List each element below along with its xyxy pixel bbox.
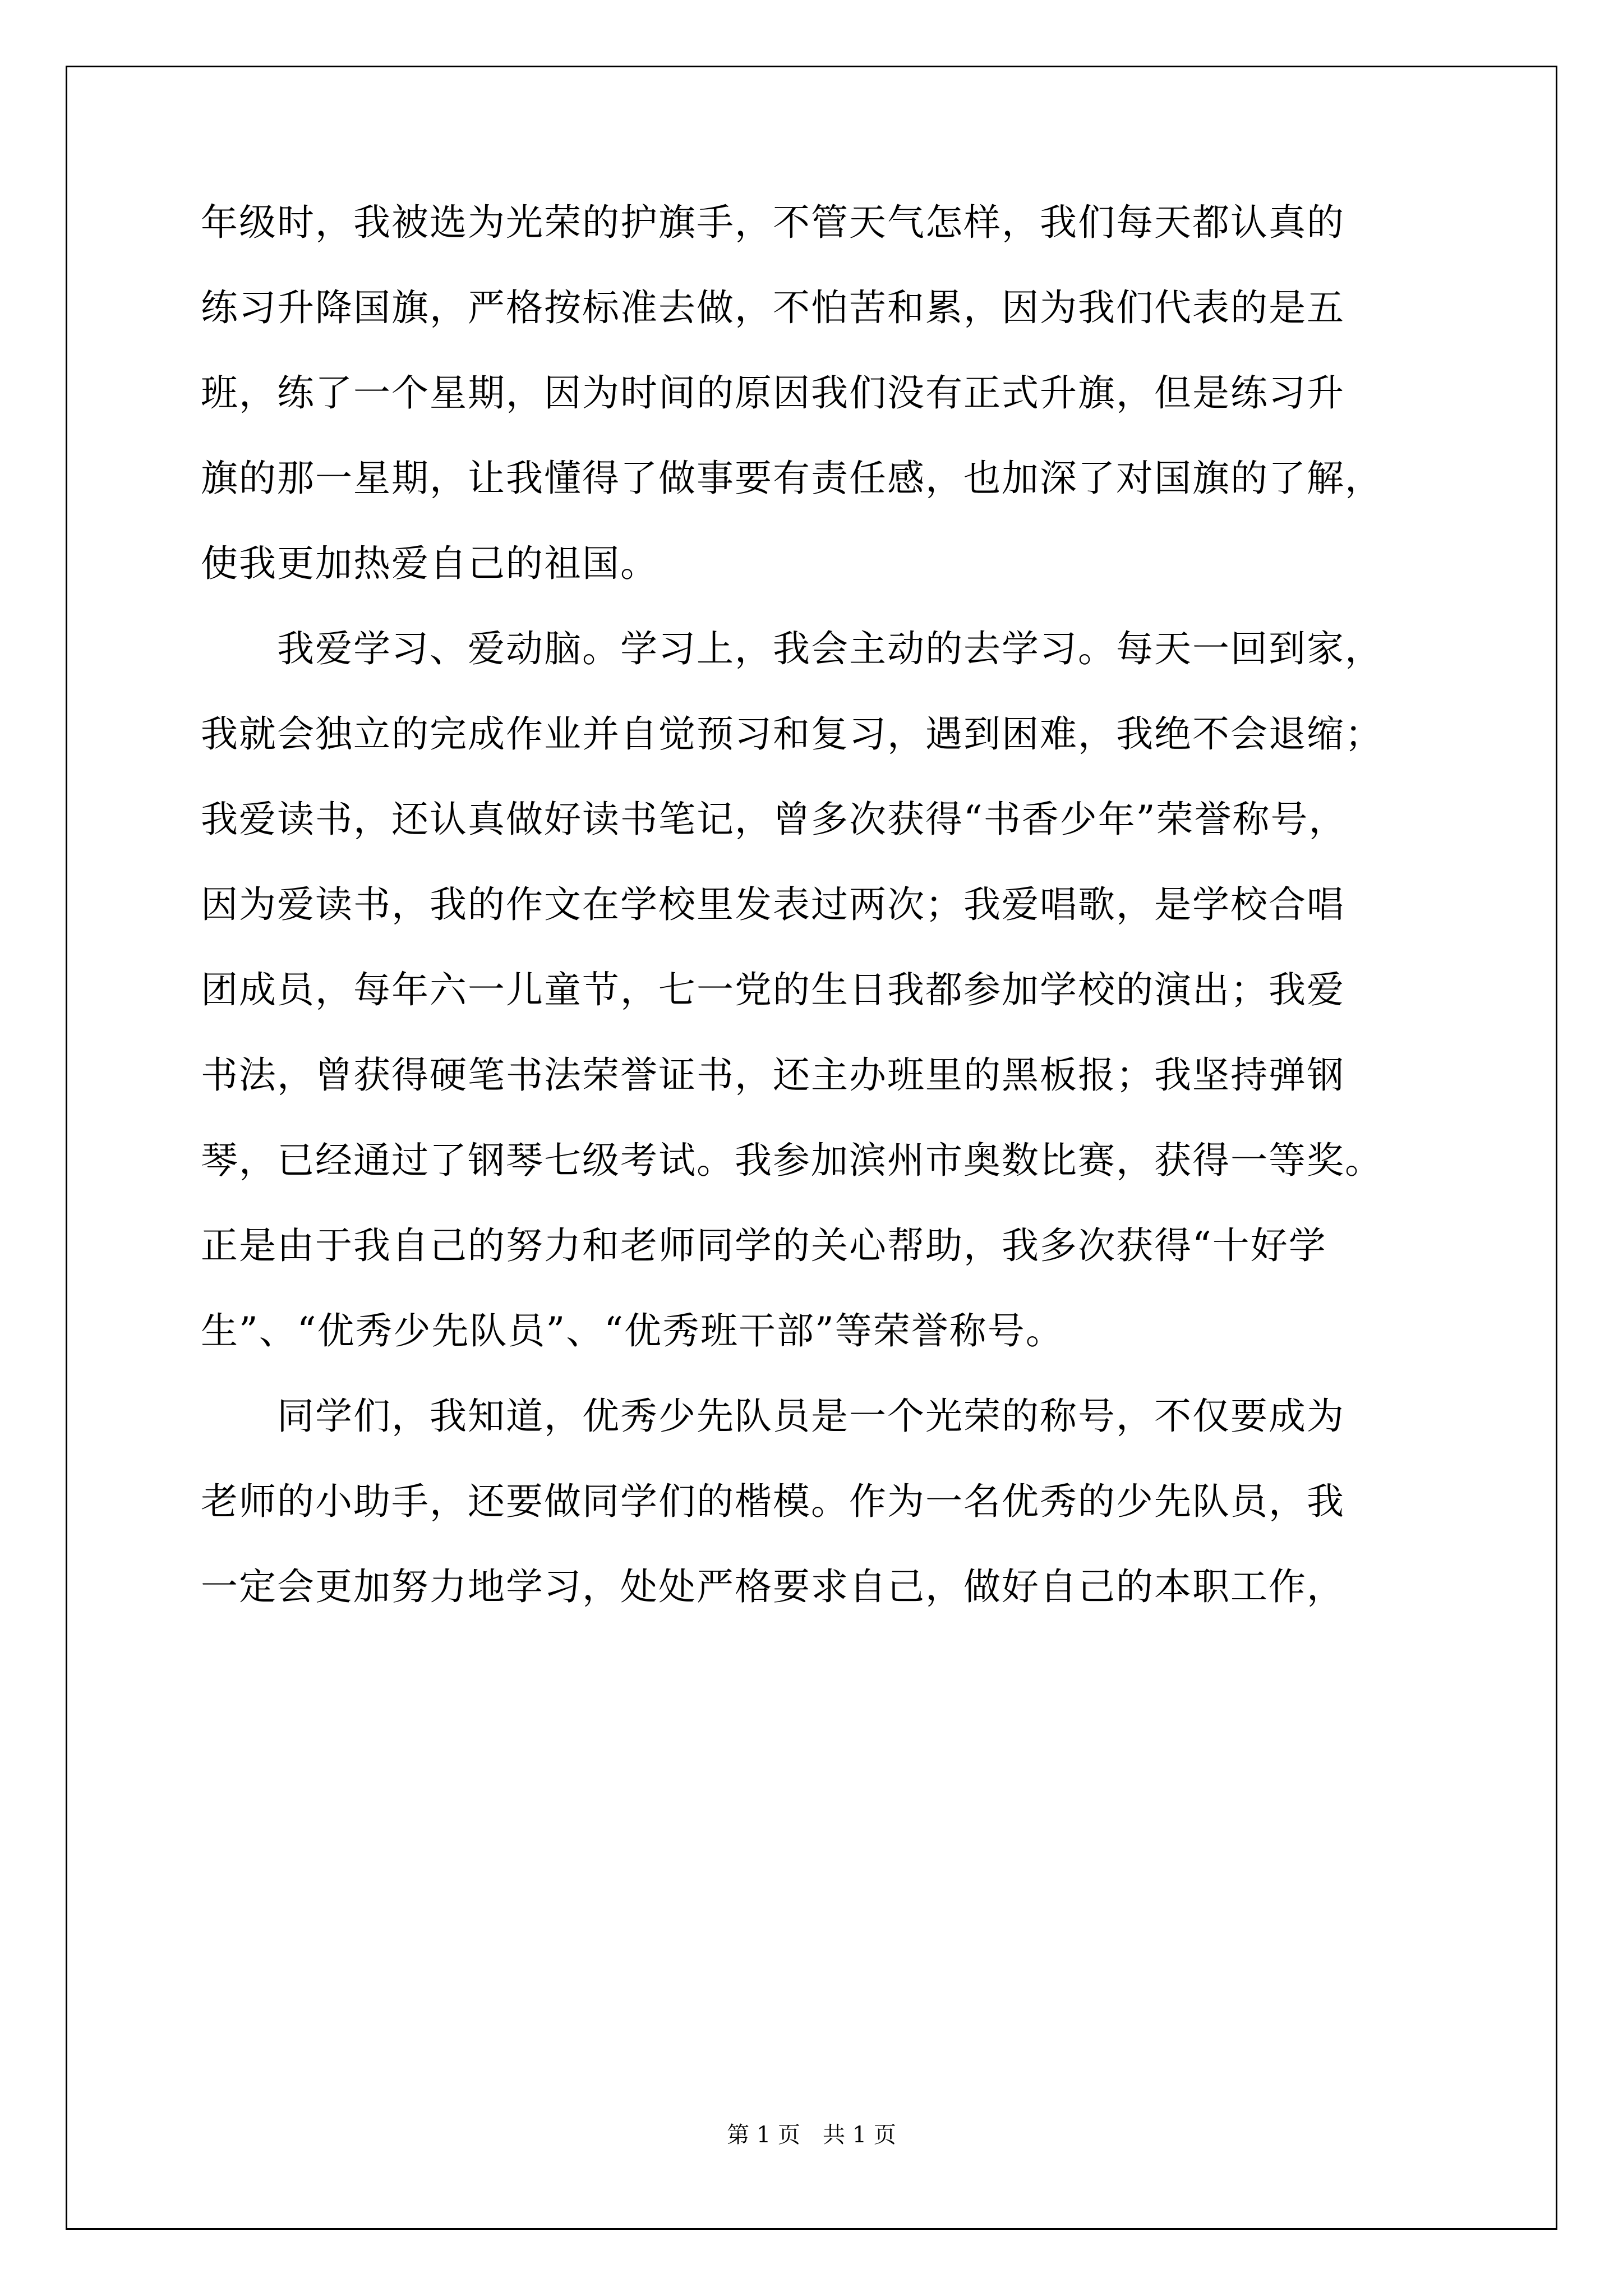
text-line: 生”、“优秀少先队员”、“优秀班干部”等荣誉称号。 [201, 1309, 1064, 1352]
text-line: 我爱学习、爱动脑。学习上，我会主动的去学习。每天一回到家， [201, 627, 1383, 670]
text-line: 我就会独立的完成作业并自觉预习和复习，遇到困难，我绝不会退缩； [201, 712, 1383, 756]
text-line: 同学们，我知道，优秀少先队员是一个光荣的称号，不仅要成为 [201, 1395, 1345, 1438]
text-line: 我爱读书，还认真做好读书笔记，曾多次获得“书香少年”荣誉称号， [201, 798, 1347, 841]
text-line: 旗的那一星期，让我懂得了做事要有责任感，也加深了对国旗的了解， [201, 457, 1383, 500]
page-footer: 第 1 页 共 1 页 [727, 2122, 896, 2148]
document-body [201, 202, 1451, 1651]
text-line: 琴，已经通过了钢琴七级考试。我参加滨州市奥数比赛，获得一等奖。 [201, 1139, 1383, 1182]
text-line: 一定会更加努力地学习，处处严格要求自己，做好自己的本职工作， [201, 1565, 1345, 1608]
text-line: 练习升降国旗，严格按标准去做，不怕苦和累，因为我们代表的是五 [201, 286, 1345, 329]
text-line: 书法，曾获得硬笔书法荣誉证书，还主办班里的黑板报；我坚持弹钢 [201, 1053, 1345, 1097]
text-line: 正是由于我自己的努力和老师同学的关心帮助，我多次获得“十好学 [201, 1224, 1327, 1267]
text-line: 因为爱读书，我的作文在学校里发表过两次；我爱唱歌，是学校合唱 [201, 883, 1345, 926]
text-line: 团成员，每年六一儿童节，七一党的生日我都参加学校的演出；我爱 [201, 968, 1345, 1011]
text-line: 年级时，我被选为光荣的护旗手，不管天气怎样，我们每天都认真的 [201, 201, 1345, 244]
text-line: 使我更加热爱自己的祖国。 [201, 542, 658, 585]
text-line: 老师的小助手，还要做同学们的楷模。作为一名优秀的少先队员，我 [201, 1480, 1345, 1523]
text-line: 班，练了一个星期，因为时间的原因我们没有正式升旗，但是练习升 [201, 371, 1345, 415]
